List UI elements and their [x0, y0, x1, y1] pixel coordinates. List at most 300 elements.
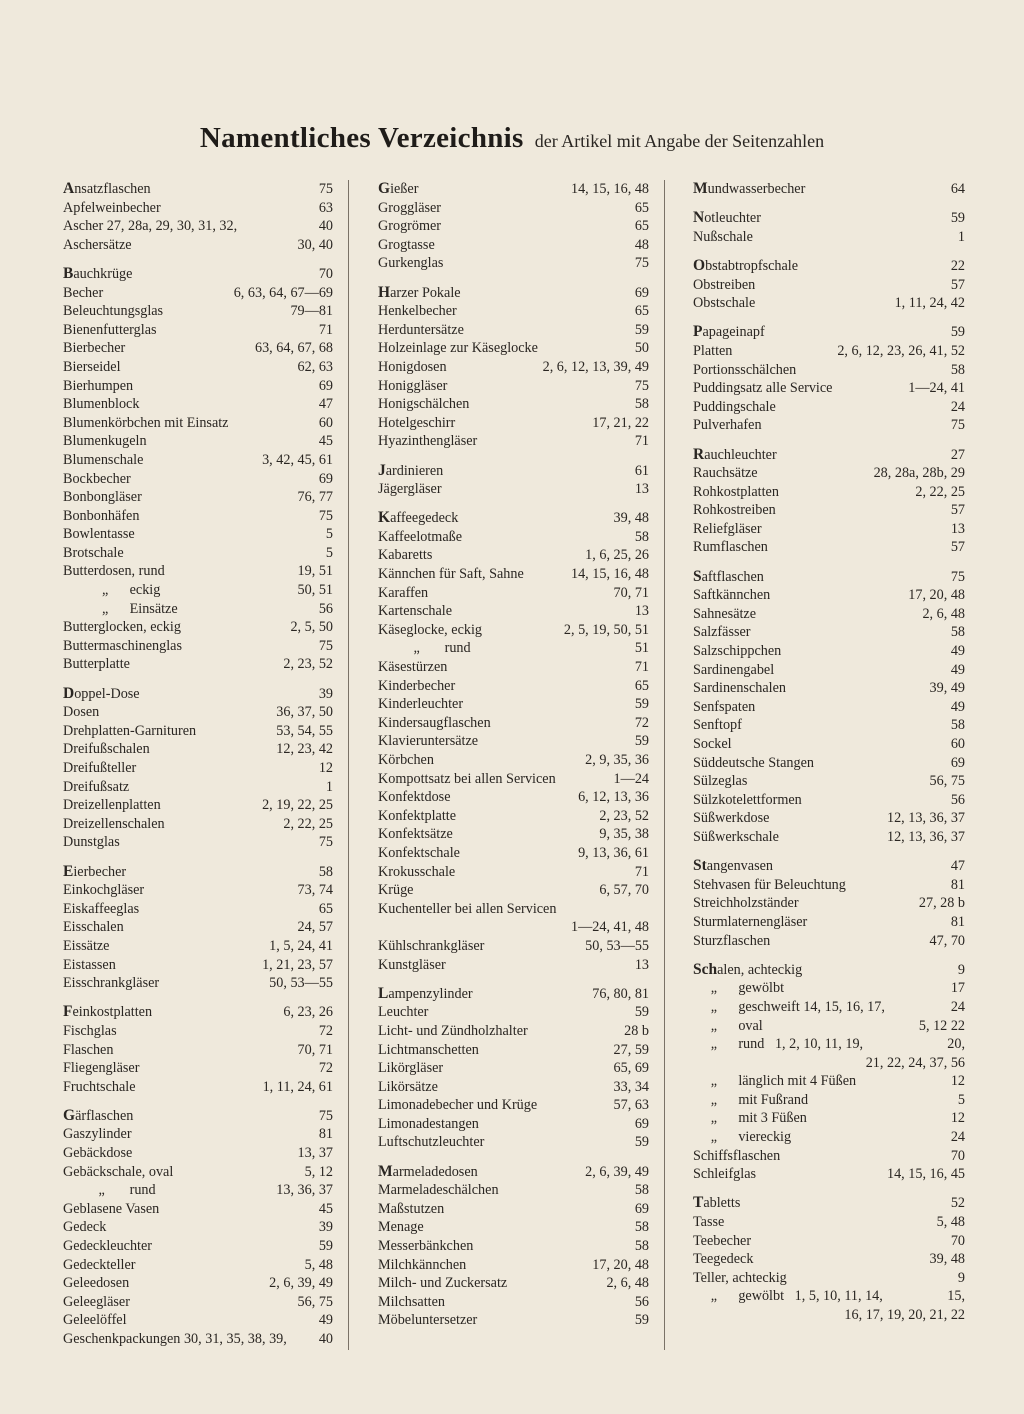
entry-pages: 81: [950, 876, 965, 893]
index-entry: [63, 432, 333, 451]
entry-name: Geschenkpackungen 30, 31, 35, 38, 39,: [63, 1331, 287, 1347]
entry-name: Messerbänkchen: [378, 1238, 474, 1255]
entry-name: Dreizellenplatten: [63, 797, 161, 814]
entry-pages: 60: [318, 414, 333, 431]
index-entry: [378, 584, 649, 603]
entry-name: Salzfässer: [693, 624, 751, 641]
entry-name: Brotschale: [63, 544, 124, 561]
index-entry: [63, 217, 333, 236]
entry-pages: 9, 35, 38: [599, 826, 649, 843]
index-entry: [378, 881, 649, 900]
entry-pages: 22: [950, 257, 965, 274]
entry-name: Butterplatte: [63, 656, 130, 673]
entry-pages: 39, 49: [929, 680, 965, 697]
entry-name: Gedeckteller: [63, 1256, 136, 1273]
entry-name: Stehvasen für Beleuchtung: [693, 876, 846, 893]
entry-name: Bienenfutterglas: [63, 321, 157, 338]
index-entry: [63, 451, 333, 470]
entry-pages: 72: [634, 714, 649, 731]
entry-pages: 2, 23, 52: [283, 656, 333, 673]
entry-pages: 49: [318, 1312, 333, 1329]
entry-name: Bonbongläser: [63, 489, 142, 506]
entry-name: Bowlentasse: [63, 526, 135, 543]
entry-name: Geleegläser: [63, 1293, 130, 1310]
entry-pages: 57: [950, 502, 965, 519]
index-section: [693, 446, 965, 558]
index-entry: [378, 462, 649, 481]
entry-pages: 75: [950, 568, 965, 585]
entry-name: Saftflaschen: [693, 567, 764, 585]
entry-name: Lampenzylinder: [378, 984, 473, 1002]
entry-name: Geblasene Vasen: [63, 1200, 160, 1217]
entry-name: Henkelbecher: [378, 303, 457, 320]
entry-name: Puddingsatz alle Service: [693, 380, 833, 397]
entry-name: Rumflaschen: [693, 539, 768, 556]
entry-name: Dosen: [63, 704, 100, 721]
entry-name: Ansatzflaschen: [63, 180, 151, 197]
entry-pages: 15,: [947, 1288, 965, 1305]
entry-name: Blumenkörbchen mit Einsatz: [63, 414, 229, 431]
index-entry: [378, 509, 649, 528]
entry-pages: 58: [634, 1219, 649, 1236]
entry-pages: 58: [950, 361, 965, 378]
entry-pages: 2, 22, 25: [283, 815, 333, 832]
entry-name: Fliegengläser: [63, 1060, 140, 1077]
entry-pages: 1: [957, 228, 965, 245]
entry-name: Sturmlaternengläser: [693, 913, 808, 930]
index-entry: [63, 833, 333, 852]
entry-name: Grogrömer: [378, 218, 442, 235]
entry-pages: 65, 69: [613, 1060, 649, 1077]
index-entry: [378, 1256, 649, 1275]
index-section: [63, 863, 333, 993]
entry-name: Sülzeglas: [693, 773, 748, 790]
entry-name: Kaffeelotmaße: [378, 528, 463, 545]
index-entry: [63, 740, 333, 759]
entry-pages: 56, 75: [297, 1293, 333, 1310]
index-entry: [63, 358, 333, 377]
index-entry: [378, 807, 649, 826]
entry-name: „ Einsätze: [63, 600, 178, 617]
entry-pages: 59: [634, 1134, 649, 1151]
entry-pages: 81: [318, 1126, 333, 1143]
entry-pages: 58: [634, 1182, 649, 1199]
index-entry: [63, 778, 333, 797]
index-entry: [63, 562, 333, 581]
entry-name: Konfektdose: [378, 789, 451, 806]
entry-name: Portionsschälchen: [693, 361, 797, 378]
entry-pages: 75: [318, 507, 333, 524]
index-entry: [693, 180, 965, 199]
entry-pages: 2, 23, 52: [599, 807, 649, 824]
index-entry: [63, 918, 333, 937]
entry-pages: 51: [634, 640, 649, 657]
index-entry: [378, 1059, 649, 1078]
entry-pages: 13: [950, 520, 965, 537]
index-entry: [378, 480, 649, 499]
entry-pages: 65: [318, 900, 333, 917]
entry-pages: 59: [634, 1312, 649, 1329]
index-entry: [378, 414, 649, 433]
index-entry: [693, 209, 965, 228]
index-entry: [63, 863, 333, 882]
column-divider: [348, 180, 349, 1350]
index-entry: [378, 236, 649, 255]
entry-pages: 59: [634, 321, 649, 338]
entry-name: Nußschale: [693, 228, 753, 245]
index-entry: [693, 828, 965, 847]
index-column-1: [63, 180, 333, 1359]
entry-name: Gedeckleuchter: [63, 1238, 153, 1255]
entry-name: „ länglich mit 4 Füßen: [693, 1073, 857, 1090]
entry-name: „ oval: [693, 1017, 763, 1034]
index-entry: [378, 284, 649, 303]
entry-name: Gedeck: [63, 1219, 107, 1236]
entry-name: „ rund 1, 2, 10, 11, 19,: [693, 1036, 864, 1053]
index-entry: [693, 416, 965, 435]
entry-pages: 17, 20, 48: [592, 1256, 649, 1273]
entry-name: Kabaretts: [378, 547, 433, 564]
entry-name: Sülzkotelettformen: [693, 791, 802, 808]
entry-name: Schiffsflaschen: [693, 1147, 781, 1164]
entry-pages: 24: [950, 998, 965, 1015]
index-entry: [63, 1293, 333, 1312]
index-entry: [63, 637, 333, 656]
entry-name: Hyazinthengläser: [378, 433, 478, 450]
index-section: [693, 180, 965, 199]
entry-name: „ geschweift 14, 15, 16, 17,: [693, 998, 885, 1015]
entry-pages: 9, 13, 36, 61: [578, 844, 649, 861]
index-entry: [693, 464, 965, 483]
index-entry: [63, 180, 333, 199]
entry-pages: 14, 15, 16, 48: [570, 181, 649, 197]
index-entry: [693, 754, 965, 773]
entry-pages: 76, 80, 81: [592, 985, 649, 1002]
index-entry: [693, 809, 965, 828]
entry-name: Sardinengabel: [693, 661, 775, 678]
entry-pages: 52: [950, 1195, 965, 1212]
entry-pages: 1, 11, 24, 61: [262, 1078, 333, 1095]
entry-name: Jardinieren: [378, 461, 444, 479]
entry-pages: 71: [634, 659, 649, 676]
index-entry: [63, 507, 333, 526]
index-entry: [63, 302, 333, 321]
entry-name: Lichtmanschetten: [378, 1041, 479, 1058]
entry-pages: 1, 11, 24, 42: [894, 295, 965, 312]
entry-name: Sahnesätze: [693, 605, 757, 622]
entry-name: Käseglocke, eckig: [378, 621, 482, 638]
index-entry: [63, 199, 333, 218]
index-entry: [378, 639, 649, 658]
index-section: [378, 509, 649, 974]
entry-pages: 50: [634, 340, 649, 357]
entry-name: Maßstutzen: [378, 1200, 445, 1217]
index-entry: [378, 1237, 649, 1256]
entry-name: Blumenschale: [63, 451, 144, 468]
entry-pages: 27, 59: [613, 1041, 649, 1058]
entry-name: „ rund: [378, 640, 471, 657]
index-entry: [378, 751, 649, 770]
entry-pages: 50, 53—55: [585, 937, 649, 954]
entry-name: Honigschälchen: [378, 396, 470, 413]
entry-pages: 65: [634, 199, 649, 216]
entry-name: Krüge: [378, 882, 414, 899]
entry-pages: 39: [318, 1219, 333, 1236]
entry-pages: 53, 54, 55: [276, 722, 333, 739]
column-divider: [664, 180, 665, 1350]
entry-name: Platten: [693, 342, 733, 359]
entry-name: Milchkännchen: [378, 1256, 467, 1273]
index-section: [693, 257, 965, 313]
entry-name: Likörgläser: [378, 1060, 444, 1077]
entry-pages: 12, 13, 36, 37: [886, 810, 965, 827]
entry-pages: 64: [950, 181, 965, 197]
entry-name: Saftkännchen: [693, 587, 771, 604]
index-entry: [693, 979, 965, 998]
index-entry: [63, 1218, 333, 1237]
entry-name: Blumenblock: [63, 396, 140, 413]
index-entry: [693, 538, 965, 557]
index-entry: [693, 1306, 965, 1325]
entry-name: Ascher 27, 28a, 29, 30, 31, 32,: [63, 218, 238, 235]
entry-name: Buttermaschinenglas: [63, 637, 182, 654]
index-entry: [693, 876, 965, 895]
entry-name: Licht- und Zündholzhalter: [378, 1022, 528, 1039]
entry-pages: 1—24: [613, 770, 649, 787]
entry-name: Bierseidel: [63, 358, 121, 375]
index-entry: [63, 284, 333, 303]
entry-pages: 75: [634, 377, 649, 394]
index-entry: [63, 685, 333, 704]
entry-pages: 12: [950, 1110, 965, 1127]
entry-pages: 81: [950, 913, 965, 930]
entry-pages: 6, 57, 70: [599, 882, 649, 899]
index-entry: [378, 695, 649, 714]
index-section: [378, 284, 649, 451]
entry-pages: 14, 15, 16, 45: [886, 1166, 965, 1183]
index-entry: [693, 913, 965, 932]
index-column-3: [693, 180, 965, 1335]
entry-pages: 50, 51: [297, 582, 333, 599]
index-entry: [693, 1091, 965, 1110]
entry-name: Geleelöffel: [63, 1312, 127, 1329]
entry-pages: 56, 75: [929, 773, 965, 790]
entry-pages: 49: [950, 661, 965, 678]
index-entry: [63, 974, 333, 993]
entry-name: „ mit 3 Füßen: [693, 1110, 807, 1127]
entry-pages: 58: [634, 1238, 649, 1255]
entry-name: Marmeladeschälchen: [378, 1182, 499, 1199]
index-entry: [378, 658, 649, 677]
index-entry: [378, 918, 649, 937]
entry-name: Käsestürzen: [378, 659, 448, 676]
index-section: [63, 685, 333, 852]
index-entry: [693, 1035, 965, 1054]
entry-pages: 27: [950, 446, 965, 463]
index-entry: [378, 1311, 649, 1330]
index-entry: [378, 900, 649, 919]
index-entry: [693, 961, 965, 980]
entry-name: Kännchen für Saft, Sahne: [378, 566, 524, 583]
entry-pages: 59: [634, 733, 649, 750]
index-entry: [693, 1269, 965, 1288]
entry-pages: 49: [950, 698, 965, 715]
index-entry: [63, 581, 333, 600]
entry-pages: 21, 22, 24, 37, 56: [865, 1054, 965, 1071]
entry-name: Eisschrankgläser: [63, 975, 160, 992]
entry-pages: 65: [634, 303, 649, 320]
entry-pages: 1: [325, 778, 333, 795]
entry-name: Gebäckdose: [63, 1145, 133, 1162]
entry-pages: 13: [634, 956, 649, 973]
entry-name: Eierbecher: [63, 862, 127, 880]
entry-name: Bonbonhäfen: [63, 507, 140, 524]
index-entry: [693, 998, 965, 1017]
entry-pages: 9: [957, 1269, 965, 1286]
entry-pages: 69: [634, 1115, 649, 1132]
entry-name: „ rund: [63, 1182, 156, 1199]
entry-pages: 6, 12, 13, 36: [578, 789, 649, 806]
index-entry: [63, 339, 333, 358]
entry-pages: 24: [950, 398, 965, 415]
entry-name: Jägergläser: [378, 481, 442, 498]
index-entry: [378, 254, 649, 273]
entry-name: Teller, achteckig: [693, 1269, 787, 1286]
entry-pages: 5, 12 22: [918, 1017, 965, 1034]
entry-pages: 70: [950, 1232, 965, 1249]
entry-name: Teegedeck: [693, 1251, 754, 1268]
page-title: [0, 122, 1024, 155]
entry-name: Kompottsatz bei allen Servicen: [378, 770, 556, 787]
entry-name: Einkochgläser: [63, 882, 145, 899]
index-entry: [693, 520, 965, 539]
index-entry: [693, 661, 965, 680]
entry-name: Doppel-Dose: [63, 684, 140, 702]
index-section: [63, 1107, 333, 1349]
entry-pages: 13: [634, 603, 649, 620]
entry-name: Sockel: [693, 736, 732, 752]
entry-name: Dreifußschalen: [63, 741, 150, 758]
entry-name: Harzer Pokale: [378, 283, 461, 301]
index-entry: [378, 956, 649, 975]
entry-name: Körbchen: [378, 752, 434, 768]
index-section: [378, 462, 649, 499]
entry-pages: 57: [950, 539, 965, 556]
entry-pages: 75: [318, 1107, 333, 1124]
index-section: [378, 1163, 649, 1330]
entry-pages: 62, 63: [297, 358, 333, 375]
entry-pages: 28 b: [624, 1022, 649, 1039]
entry-pages: 72: [318, 1022, 333, 1039]
entry-name: Konfektschale: [378, 844, 460, 861]
entry-name: Gebäckschale, oval: [63, 1163, 174, 1180]
index-column-2: [378, 180, 649, 1341]
entry-pages: 13, 36, 37: [276, 1182, 333, 1199]
entry-pages: 40: [318, 1331, 333, 1347]
entry-pages: 57, 63: [613, 1097, 649, 1114]
entry-name: Geleedosen: [63, 1275, 130, 1292]
index-entry: [378, 677, 649, 696]
index-section: [693, 857, 965, 950]
index-entry: [63, 395, 333, 414]
index-entry: [63, 1200, 333, 1219]
index-entry: [63, 796, 333, 815]
entry-name: Tasse: [693, 1214, 725, 1231]
entry-name: Kunstgläser: [378, 956, 446, 973]
entry-name: Flaschen: [63, 1041, 114, 1058]
index-entry: [378, 377, 649, 396]
entry-name: Krokusschale: [378, 863, 456, 880]
entry-name: Konfektsätze: [378, 826, 453, 843]
index-entry: [63, 1311, 333, 1330]
entry-name: Puddingschale: [693, 398, 776, 415]
index-entry: [378, 321, 649, 340]
entry-pages: 5, 12: [304, 1163, 333, 1180]
index-entry: [63, 1274, 333, 1293]
entry-pages: 5: [957, 1091, 965, 1108]
entry-pages: 45: [318, 433, 333, 450]
entry-pages: 70, 71: [297, 1041, 333, 1058]
index-entry: [63, 1125, 333, 1144]
entry-pages: 58: [318, 863, 333, 880]
index-entry: [693, 294, 965, 313]
index-entry: [378, 863, 649, 882]
entry-pages: 59: [634, 1004, 649, 1021]
index-entry: [693, 623, 965, 642]
index-entry: [378, 770, 649, 789]
index-entry: [693, 446, 965, 465]
entry-pages: 12, 23, 42: [276, 741, 333, 758]
entry-name: Hotelgeschirr: [378, 414, 456, 431]
entry-pages: 39, 48: [929, 1251, 965, 1268]
index-entry: [693, 1250, 965, 1269]
index-entry: [378, 1022, 649, 1041]
entry-pages: 2, 22, 25: [915, 483, 965, 500]
entry-name: Klavieruntersätze: [378, 733, 479, 750]
entry-pages: 13: [634, 481, 649, 498]
entry-name: Dreifußsatz: [63, 778, 130, 795]
entry-pages: 75: [950, 417, 965, 434]
entry-pages: 69: [318, 470, 333, 487]
entry-name: „ gewölbt 1, 5, 10, 11, 14,: [693, 1288, 883, 1305]
entry-pages: 1, 21, 23, 57: [262, 956, 333, 973]
index-entry: [378, 1003, 649, 1022]
entry-pages: 75: [318, 181, 333, 197]
index-entry: [693, 342, 965, 361]
index-entry: [693, 568, 965, 587]
entry-pages: 17: [950, 980, 965, 997]
entry-name: Gärflaschen: [63, 1106, 134, 1124]
index-entry: [378, 1133, 649, 1152]
entry-name: Beleuchtungsglas: [63, 303, 164, 320]
index-entry: [378, 565, 649, 584]
entry-pages: 71: [634, 433, 649, 450]
entry-name: Honiggläser: [378, 377, 448, 394]
entry-name: Milch- und Zuckersatz: [378, 1275, 508, 1292]
index-entry: [63, 1107, 333, 1126]
index-entry: [693, 894, 965, 913]
entry-pages: 47: [318, 396, 333, 413]
entry-pages: 65: [634, 218, 649, 235]
index-entry: [378, 1163, 649, 1182]
entry-name: Eistassen: [63, 956, 116, 973]
index-entry: [693, 642, 965, 661]
entry-pages: 6, 23, 26: [283, 1004, 333, 1021]
entry-pages: 12, 13, 36, 37: [886, 828, 965, 845]
index-entry: [693, 1054, 965, 1073]
entry-pages: 2, 6, 39, 49: [269, 1275, 333, 1292]
index-entry: [63, 900, 333, 919]
